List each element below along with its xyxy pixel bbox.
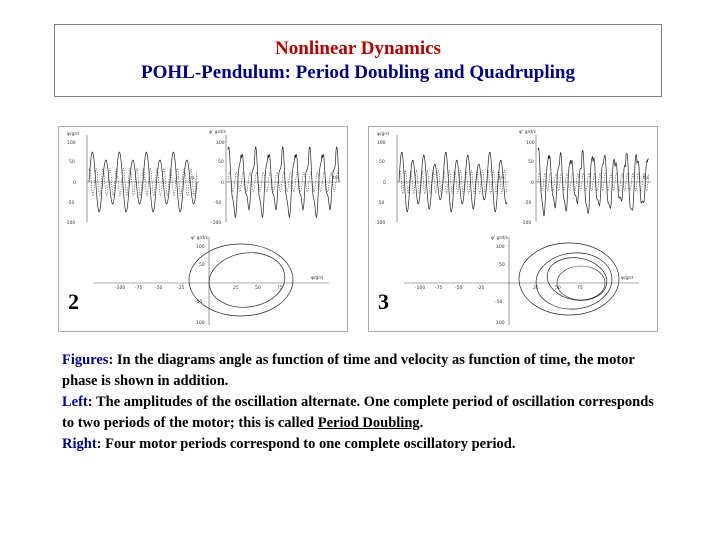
phase-portrait-plot (404, 235, 639, 326)
tick-label: 50 (499, 263, 505, 268)
axis-label: φ' grd/s (191, 236, 208, 241)
tick-label: 50 (528, 160, 534, 165)
tick-label: -100 (375, 221, 386, 226)
tick-label: -100 (415, 286, 426, 291)
tick-label: -50 (524, 201, 532, 206)
figure-panel-period-quadrupling (368, 126, 658, 332)
tick-label: -75 (435, 286, 443, 291)
tick-label: -50 (67, 201, 75, 206)
tick-label: -75 (135, 286, 143, 291)
tick-label: 0 (73, 181, 76, 186)
tick-label: 75 (277, 286, 283, 291)
tick-label: -100 (65, 221, 76, 226)
title-line-1: Nonlinear Dynamics (275, 38, 441, 59)
figure-panel-period-doubling (58, 126, 348, 332)
tick-label: 100 (216, 141, 225, 146)
tick-label: -25 (177, 286, 185, 291)
title-box (54, 24, 662, 97)
tick-label: 50 (69, 160, 75, 165)
phase-loop (206, 248, 289, 312)
tick-label: -50 (377, 201, 385, 206)
axis-label: t/s (333, 176, 339, 181)
axis-label: φ/grd (311, 276, 323, 281)
figure-graphs (369, 127, 659, 333)
tick-label: 100 (196, 245, 205, 250)
tick-label: 100 (196, 321, 205, 326)
tick-label: -50 (495, 300, 503, 305)
tick-label: 50 (379, 160, 385, 165)
caption-term-period-doubling: Period Doubling (317, 415, 420, 431)
axis-label: φ' grd/s (519, 130, 536, 135)
tick-label: -50 (455, 286, 463, 291)
caption-left-text: : The amplitudes of the oscillation alternate. One complete period of oscillation corresponds to two periods of the motor; this is called (62, 394, 654, 431)
tick-label: -50 (155, 286, 163, 291)
axis-label: t/s (643, 176, 649, 181)
tick-label: -25 (477, 286, 485, 291)
tick-label: -50 (195, 300, 203, 305)
caption-key-figures: Figures (62, 352, 109, 368)
angle-time-plot (65, 131, 199, 226)
axis-label: φ' grd/s (209, 130, 226, 135)
tick-label: 50 (199, 263, 205, 268)
tick-label: 50 (555, 286, 561, 291)
caption-left-end: . (419, 415, 424, 431)
tick-label: 100 (377, 141, 386, 146)
tick-label: -100 (115, 286, 126, 291)
axis-label: φ/grd (67, 132, 79, 137)
phase-loop (189, 244, 293, 316)
axis-label: φ/grd (621, 276, 633, 281)
axis-label: t/s (189, 176, 195, 181)
phase-loop (544, 253, 610, 305)
panel-number: 3 (378, 289, 389, 314)
tick-label: 0 (383, 181, 386, 186)
axis-label: t/s (499, 176, 505, 181)
tick-label: 50 (255, 286, 261, 291)
velocity-time-plot (209, 129, 341, 226)
title-line-2: POHL-Pendulum: Period Doubling and Quadrupling (141, 62, 575, 83)
tick-label: 100 (67, 141, 76, 146)
caption-key-right: Right (62, 436, 97, 452)
tick-label: -100 (521, 221, 532, 226)
tick-label: 50 (218, 160, 224, 165)
caption-figures-text: : In the diagrams angle as function of time and velocity as function of time, the motor phase is shown in addition. (62, 352, 635, 389)
tick-label: 75 (577, 286, 583, 291)
tick-label: 100 (496, 321, 505, 326)
velocity-time-plot (519, 129, 651, 226)
tick-label: -50 (214, 201, 222, 206)
figure-caption (62, 350, 662, 455)
panel-number: 2 (68, 289, 79, 314)
axis-label: φ/grd (377, 132, 389, 137)
phase-portrait-plot (94, 235, 329, 326)
caption-key-left: Left (62, 394, 88, 410)
phase-loop (519, 243, 619, 315)
axis-label: φ' grd/s (491, 236, 508, 241)
tick-label: 25 (533, 286, 539, 291)
tick-label: 100 (526, 141, 535, 146)
angle-time-plot (375, 131, 509, 226)
tick-label: 0 (221, 181, 224, 186)
phase-loop (533, 249, 614, 313)
caption-right-text: : Four motor periods correspond to one complete oscillatory period. (96, 436, 516, 452)
tick-label: 0 (531, 181, 534, 186)
tick-label: -100 (211, 221, 222, 226)
figure-graphs (59, 127, 349, 333)
tick-label: 25 (233, 286, 239, 291)
tick-label: 100 (496, 245, 505, 250)
